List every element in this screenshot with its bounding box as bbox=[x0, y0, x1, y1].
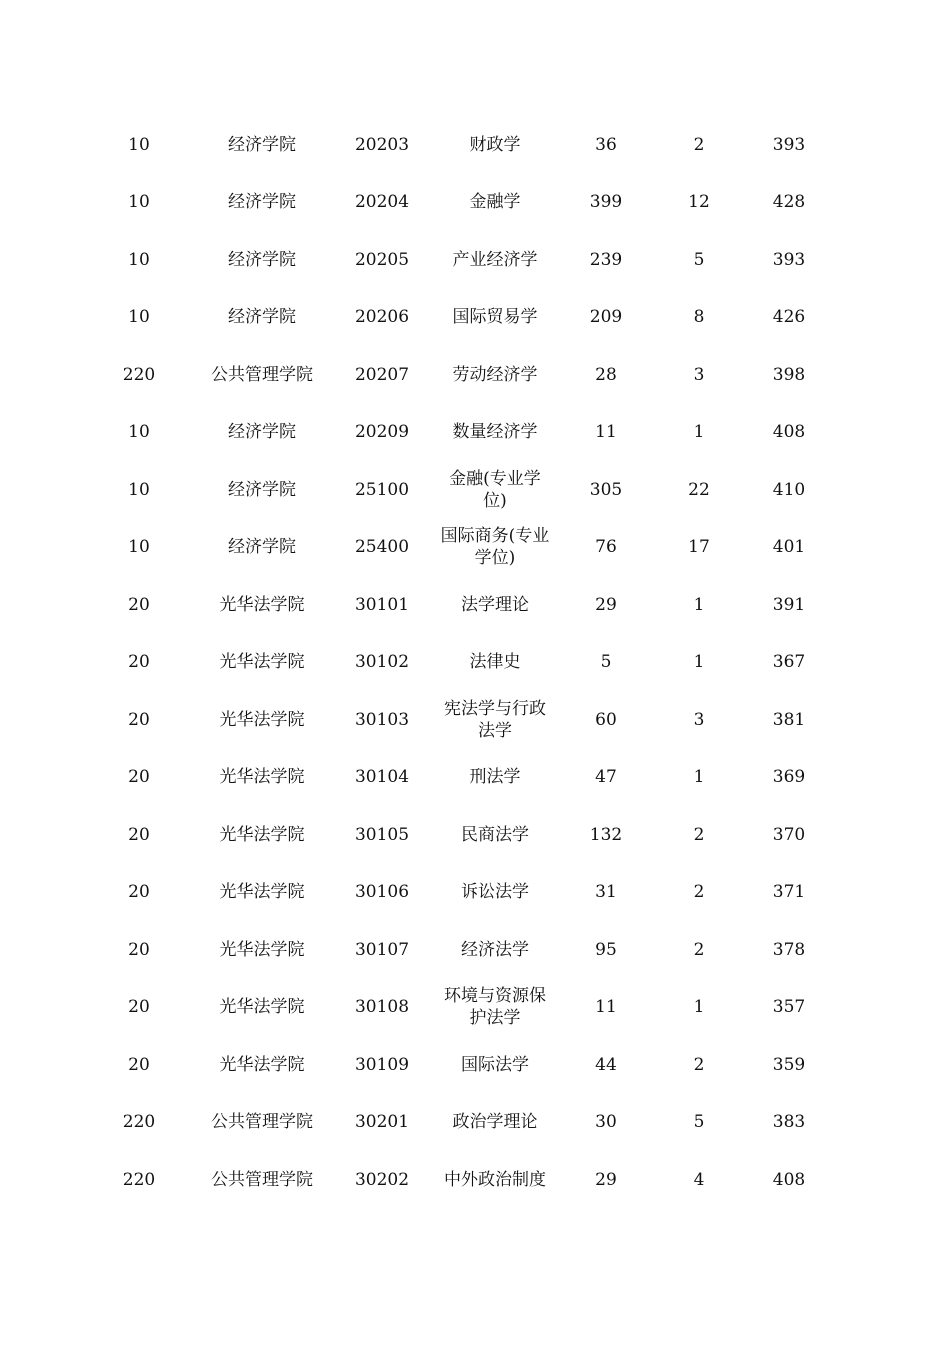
score-cell: 428 bbox=[772, 192, 806, 213]
major-name-cell bbox=[428, 1151, 562, 1209]
table-row bbox=[90, 289, 830, 347]
major-code-cell: 20204 bbox=[354, 192, 410, 213]
major-name-text: 政治学理论 bbox=[452, 1112, 538, 1133]
applicants-cell: 60 bbox=[595, 709, 617, 730]
admitted-cell: 22 bbox=[688, 479, 710, 500]
major-name-cell bbox=[428, 174, 562, 232]
admitted-cell: 2 bbox=[693, 882, 705, 903]
school-name-cell: 经济学院 bbox=[228, 479, 296, 500]
major-code-cell: 30108 bbox=[354, 997, 410, 1018]
score-cell: 393 bbox=[772, 134, 806, 155]
table-row bbox=[90, 691, 830, 749]
major-name-text: 经济法学 bbox=[461, 939, 529, 960]
score-cell: 370 bbox=[772, 824, 806, 845]
admitted-cell: 1 bbox=[693, 422, 705, 443]
school-name-cell: 光华法学院 bbox=[219, 882, 305, 903]
score-cell: 391 bbox=[772, 594, 806, 615]
applicants-cell: 239 bbox=[589, 249, 623, 270]
school-name-cell: 光华法学院 bbox=[219, 824, 305, 845]
applicants-cell: 11 bbox=[595, 422, 617, 443]
applicants-cell: 305 bbox=[589, 479, 623, 500]
table-row bbox=[90, 634, 830, 692]
major-name-cell bbox=[428, 289, 562, 347]
applicants-cell: 11 bbox=[595, 997, 617, 1018]
major-code-cell: 20209 bbox=[354, 422, 410, 443]
school-code-cell: 20 bbox=[128, 997, 150, 1018]
admitted-cell: 2 bbox=[693, 134, 705, 155]
school-code-cell: 10 bbox=[128, 307, 150, 328]
major-name-text: 诉讼法学 bbox=[461, 882, 529, 903]
major-name-text: 产业经济学 bbox=[452, 249, 538, 270]
score-cell: 378 bbox=[772, 939, 806, 960]
major-name-text: 数量经济学 bbox=[452, 422, 538, 443]
score-cell: 367 bbox=[772, 652, 806, 673]
table-row bbox=[90, 346, 830, 404]
admitted-cell: 8 bbox=[693, 307, 705, 328]
school-name-cell: 经济学院 bbox=[228, 134, 296, 155]
major-name-text: 财政学 bbox=[469, 134, 521, 155]
school-code-cell: 10 bbox=[128, 192, 150, 213]
table-row bbox=[90, 116, 830, 174]
table-body bbox=[90, 116, 830, 1209]
table-row bbox=[90, 1151, 830, 1209]
major-name-text: 金融(专业学位) bbox=[449, 468, 541, 511]
school-code-cell: 20 bbox=[128, 824, 150, 845]
applicants-cell: 36 bbox=[595, 134, 617, 155]
school-code-cell: 10 bbox=[128, 422, 150, 443]
admitted-cell: 1 bbox=[693, 997, 705, 1018]
major-code-cell: 20205 bbox=[354, 249, 410, 270]
school-name-cell: 经济学院 bbox=[228, 537, 296, 558]
major-name-cell bbox=[428, 749, 562, 807]
school-name-cell: 经济学院 bbox=[228, 249, 296, 270]
applicants-cell: 132 bbox=[589, 824, 623, 845]
major-name-text: 国际贸易学 bbox=[452, 307, 538, 328]
admitted-cell: 2 bbox=[693, 939, 705, 960]
score-cell: 359 bbox=[772, 1054, 806, 1075]
school-code-cell: 20 bbox=[128, 939, 150, 960]
school-name-cell: 光华法学院 bbox=[219, 767, 305, 788]
major-name-cell bbox=[428, 806, 562, 864]
school-name-cell: 光华法学院 bbox=[219, 709, 305, 730]
score-cell: 398 bbox=[772, 364, 806, 385]
score-cell: 381 bbox=[772, 709, 806, 730]
table-row bbox=[90, 404, 830, 462]
major-code-cell: 30101 bbox=[354, 594, 410, 615]
major-name-text: 国际法学 bbox=[461, 1054, 529, 1075]
major-name-cell bbox=[428, 231, 562, 289]
score-cell: 408 bbox=[772, 422, 806, 443]
school-code-cell: 10 bbox=[128, 479, 150, 500]
major-code-cell: 20203 bbox=[354, 134, 410, 155]
major-name-text: 宪法学与行政法学 bbox=[444, 698, 546, 741]
major-code-cell: 30105 bbox=[354, 824, 410, 845]
school-code-cell: 20 bbox=[128, 652, 150, 673]
table-row bbox=[90, 1036, 830, 1094]
table-row bbox=[90, 806, 830, 864]
major-code-cell: 30103 bbox=[354, 709, 410, 730]
table-row bbox=[90, 231, 830, 289]
applicants-cell: 29 bbox=[595, 1169, 617, 1190]
table-row bbox=[90, 174, 830, 232]
applicants-cell: 399 bbox=[589, 192, 623, 213]
major-name-cell bbox=[428, 461, 562, 519]
admitted-cell: 3 bbox=[693, 364, 705, 385]
score-cell: 369 bbox=[772, 767, 806, 788]
major-name-text: 法学理论 bbox=[461, 594, 529, 615]
school-name-cell: 经济学院 bbox=[228, 192, 296, 213]
applicants-cell: 5 bbox=[600, 652, 612, 673]
major-code-cell: 30107 bbox=[354, 939, 410, 960]
applicants-cell: 95 bbox=[595, 939, 617, 960]
applicants-cell: 30 bbox=[595, 1112, 617, 1133]
school-code-cell: 220 bbox=[122, 364, 156, 385]
school-code-cell: 10 bbox=[128, 537, 150, 558]
school-code-cell: 10 bbox=[128, 134, 150, 155]
score-cell: 357 bbox=[772, 997, 806, 1018]
score-cell: 401 bbox=[772, 537, 806, 558]
admitted-cell: 5 bbox=[693, 249, 705, 270]
school-code-cell: 10 bbox=[128, 249, 150, 270]
admitted-cell: 4 bbox=[693, 1169, 705, 1190]
major-name-cell bbox=[428, 634, 562, 692]
major-name-cell bbox=[428, 1094, 562, 1152]
table-row bbox=[90, 519, 830, 577]
school-name-cell: 公共管理学院 bbox=[211, 1112, 313, 1133]
major-code-cell: 30109 bbox=[354, 1054, 410, 1075]
major-code-cell: 30201 bbox=[354, 1112, 410, 1133]
score-cell: 408 bbox=[772, 1169, 806, 1190]
school-code-cell: 20 bbox=[128, 882, 150, 903]
admitted-cell: 3 bbox=[693, 709, 705, 730]
major-name-cell bbox=[428, 576, 562, 634]
major-code-cell: 30104 bbox=[354, 767, 410, 788]
major-name-text: 法律史 bbox=[469, 652, 521, 673]
score-cell: 393 bbox=[772, 249, 806, 270]
score-cell: 371 bbox=[772, 882, 806, 903]
table-row bbox=[90, 576, 830, 634]
admitted-cell: 5 bbox=[693, 1112, 705, 1133]
major-name-text: 刑法学 bbox=[469, 767, 521, 788]
school-code-cell: 220 bbox=[122, 1112, 156, 1133]
major-name-cell bbox=[428, 116, 562, 174]
applicants-cell: 28 bbox=[595, 364, 617, 385]
major-name-cell bbox=[428, 864, 562, 922]
major-name-text: 环境与资源保护法学 bbox=[444, 986, 546, 1029]
school-code-cell: 20 bbox=[128, 709, 150, 730]
major-name-text: 中外政治制度 bbox=[444, 1169, 546, 1190]
table-row bbox=[90, 749, 830, 807]
major-name-text: 金融学 bbox=[469, 192, 521, 213]
table-row bbox=[90, 1094, 830, 1152]
major-name-text: 国际商务(专业学位) bbox=[440, 526, 550, 569]
major-name-text: 劳动经济学 bbox=[452, 364, 538, 385]
admitted-cell: 1 bbox=[693, 594, 705, 615]
major-name-cell bbox=[428, 346, 562, 404]
score-cell: 426 bbox=[772, 307, 806, 328]
table-row bbox=[90, 921, 830, 979]
major-code-cell: 20206 bbox=[354, 307, 410, 328]
major-code-cell: 30106 bbox=[354, 882, 410, 903]
school-name-cell: 公共管理学院 bbox=[211, 1169, 313, 1190]
applicants-cell: 47 bbox=[595, 767, 617, 788]
school-name-cell: 经济学院 bbox=[228, 422, 296, 443]
major-code-cell: 30202 bbox=[354, 1169, 410, 1190]
admitted-cell: 1 bbox=[693, 767, 705, 788]
applicants-cell: 76 bbox=[595, 537, 617, 558]
score-cell: 410 bbox=[772, 479, 806, 500]
major-name-cell bbox=[428, 979, 562, 1037]
table-row bbox=[90, 461, 830, 519]
school-code-cell: 20 bbox=[128, 1054, 150, 1075]
major-code-cell: 30102 bbox=[354, 652, 410, 673]
table-row bbox=[90, 864, 830, 922]
school-name-cell: 光华法学院 bbox=[219, 939, 305, 960]
major-name-cell bbox=[428, 519, 562, 577]
school-code-cell: 20 bbox=[128, 594, 150, 615]
school-name-cell: 光华法学院 bbox=[219, 1054, 305, 1075]
school-name-cell: 公共管理学院 bbox=[211, 364, 313, 385]
major-code-cell: 25100 bbox=[354, 479, 410, 500]
major-code-cell: 20207 bbox=[354, 364, 410, 385]
applicants-cell: 29 bbox=[595, 594, 617, 615]
table-row bbox=[90, 979, 830, 1037]
applicants-cell: 31 bbox=[595, 882, 617, 903]
major-name-cell bbox=[428, 921, 562, 979]
major-name-cell bbox=[428, 404, 562, 462]
school-code-cell: 220 bbox=[122, 1169, 156, 1190]
admission-score-table bbox=[90, 116, 830, 1209]
score-cell: 383 bbox=[772, 1112, 806, 1133]
admitted-cell: 2 bbox=[693, 1054, 705, 1075]
major-name-text: 民商法学 bbox=[461, 824, 529, 845]
school-name-cell: 经济学院 bbox=[228, 307, 296, 328]
major-code-cell: 25400 bbox=[354, 537, 410, 558]
admitted-cell: 12 bbox=[688, 192, 710, 213]
admitted-cell: 2 bbox=[693, 824, 705, 845]
applicants-cell: 209 bbox=[589, 307, 623, 328]
major-name-cell bbox=[428, 691, 562, 749]
school-code-cell: 20 bbox=[128, 767, 150, 788]
applicants-cell: 44 bbox=[595, 1054, 617, 1075]
school-name-cell: 光华法学院 bbox=[219, 652, 305, 673]
major-name-cell bbox=[428, 1036, 562, 1094]
admitted-cell: 17 bbox=[688, 537, 710, 558]
school-name-cell: 光华法学院 bbox=[219, 594, 305, 615]
school-name-cell: 光华法学院 bbox=[219, 997, 305, 1018]
admitted-cell: 1 bbox=[693, 652, 705, 673]
